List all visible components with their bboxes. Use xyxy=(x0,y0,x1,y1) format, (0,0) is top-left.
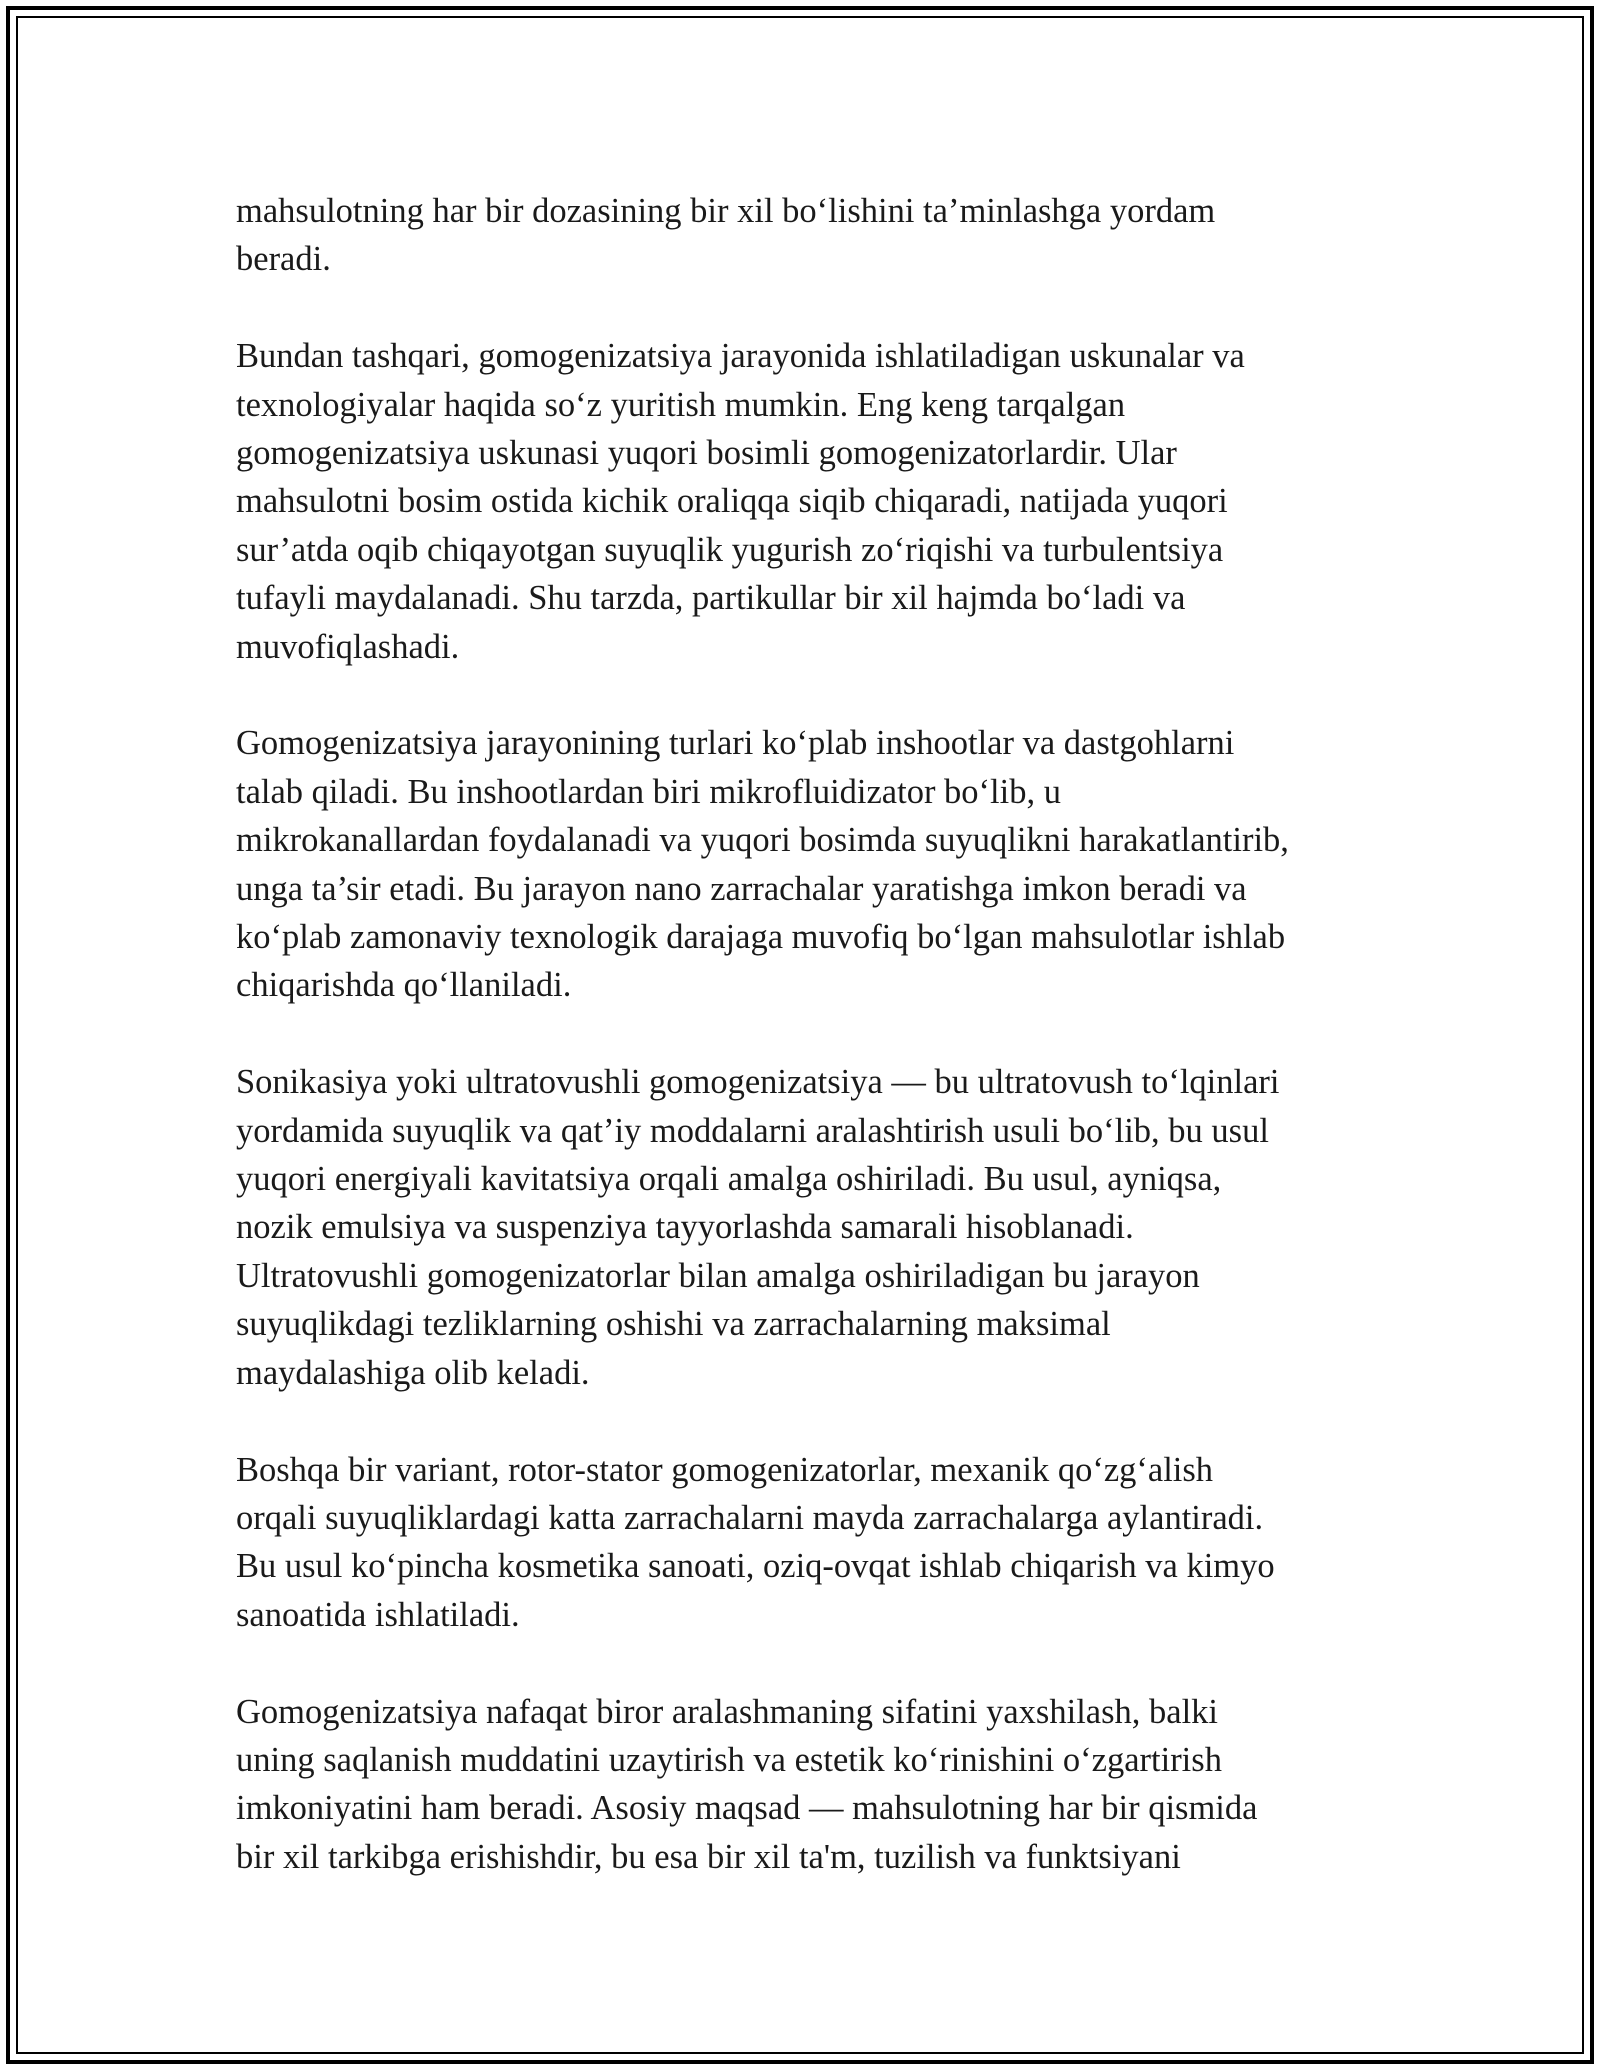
document-body xyxy=(236,187,1366,1881)
paragraph: Sonikasiya yoki ultratovushli gomogenizatsiya — bu ultratovush to‘lqinlari yordamida suyuqlik va qat’iy moddalarni aralashtirish usuli bo‘lib, bu usul yuqori energiyali kavitatsiya orqali amalga oshiriladi. Bu usul, ayniqsa, nozik emulsiya va suspenziya tayyorlashda samarali hisoblanadi. Ultratovushli gomogenizatorlar bilan amalga oshiriladigan bu jarayon suyuqlikdagi tezliklarning oshishi va zarrachalarning maksimal maydalashiga olib keladi. xyxy=(236,1063,1280,1392)
paragraph: Bundan tashqari, gomogenizatsiya jarayonida ishlatiladigan uskunalar va texnologiyalar haqida so‘z yuritish mumkin. Eng keng tarqalgan gomogenizatsiya uskunasi yuqori bosimli gomogenizatorlardir. Ular mahsulotni bosim ostida kichik oraliqqa siqib chiqaradi, natijada yuqori sur’atda oqib chiqayotgan suyuqlik yugurish zo‘riqishi va turbulentsiya tufayli maydalanadi. Shu tarzda, partikullar bir xil hajmda bo‘ladi va muvofiqlashadi. xyxy=(236,337,1245,666)
paragraph: Boshqa bir variant, rotor-stator gomogenizatorlar, mexanik qo‘zg‘alish orqali suyuqliklardagi katta zarrachalarni mayda zarrachalarga aylantiradi. Bu usul ko‘pincha kosmetika sanoati, oziq-ovqat ishlab chiqarish va kimyo sanoatida ishlatiladi. xyxy=(236,1450,1275,1634)
paragraph: Gomogenizatsiya jarayonining turlari ko‘plab inshootlar va dastgohlarni talab qiladi. Bu inshootlardan biri mikrofluidizator bo‘lib, u mikrokanallardan foydalanadi va yuqori bosimda suyuqlikni harakatlantirib, unga ta’sir etadi. Bu jarayon nano zarrachalar yaratishga imkon beradi va ko‘plab zamonaviy texnologik darajaga muvofiq bo‘lgan mahsulotlar ishlab chiqarishda qo‘llaniladi. xyxy=(236,724,1289,1005)
paragraph: Gomogenizatsiya nafaqat biror aralashmaning sifatini yaxshilash, balki uning saqlanish muddatini uzaytirish va estetik ko‘rinishini o‘zgartirish imkoniyatini ham beradi. Asosiy maqsad — mahsulotning har bir qismida bir xil tarkibga erishishdir, bu esa bir xil ta'm, tuzilish va funktsiyani xyxy=(236,1692,1258,1876)
paragraph: mahsulotning har bir dozasining bir xil bo‘lishini ta’minlashga yordam beradi. xyxy=(236,192,1216,279)
